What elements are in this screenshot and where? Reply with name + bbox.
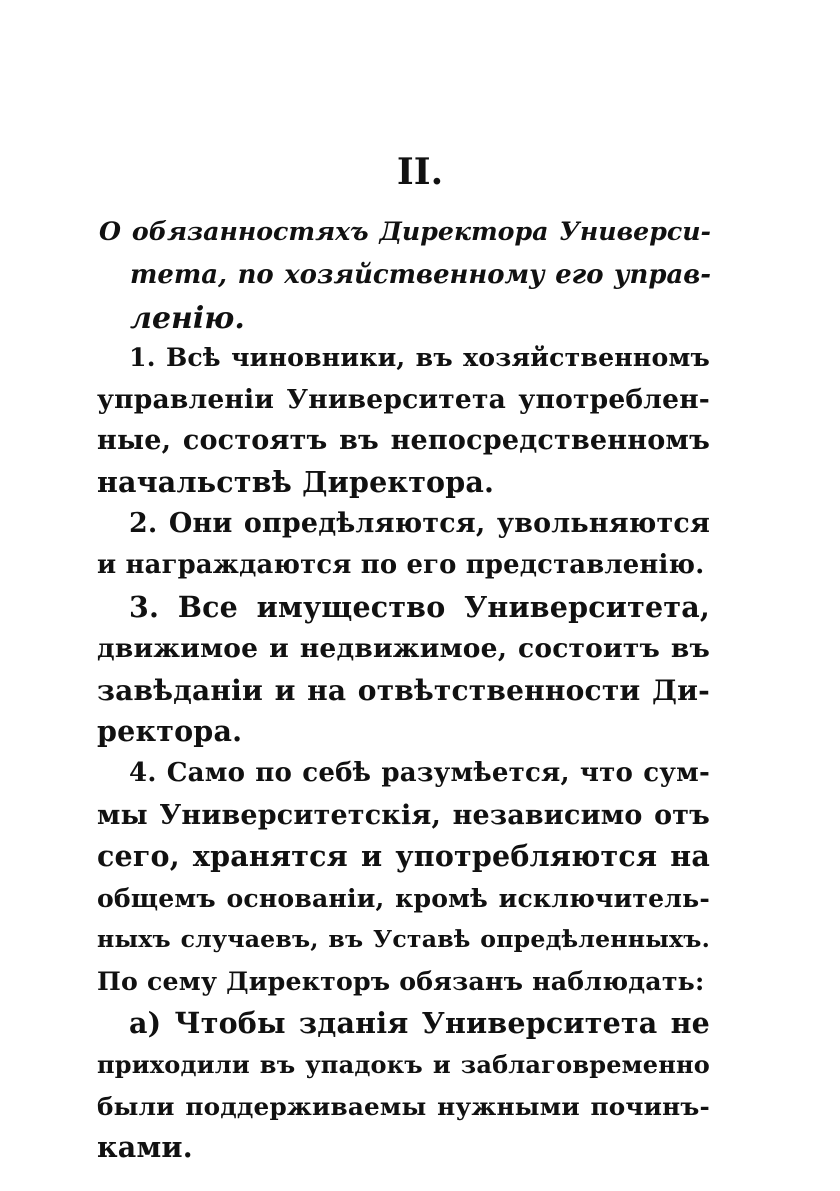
paragraph-1-line: начальствѣ Директора. <box>97 464 495 499</box>
paragraph-4-line: 4. Само по себѣ разумѣется, что сум- <box>129 757 710 788</box>
paragraph-4-line: мы Университетскiя, независимо отъ <box>97 799 710 831</box>
paragraph-3-line: движимое и недвижимое, состоитъ въ <box>97 633 710 665</box>
paragraph-a-line: приходили въ упадокъ и заблаговременно <box>97 1050 710 1080</box>
paragraph-4-line: ныхъ случаевъ, въ Уставѣ опредѣленныхъ. <box>97 925 710 954</box>
paragraph-4-line: По сему Директоръ обязанъ наблюдать: <box>97 965 705 996</box>
paragraph-a-line: а) Чтобы зданiя Университета не <box>129 1005 710 1040</box>
paragraph-a-line: ками. <box>97 1130 193 1165</box>
section-number: II. <box>396 151 444 193</box>
paragraph-2-line: 2. Они опредѣляются, увольняются <box>129 508 710 540</box>
body-text <box>97 337 710 1169</box>
heading-line: тета, по хозяйственному его управ- <box>130 260 711 290</box>
paragraph-4-line: общемъ основанiи, кромѣ исключитель- <box>97 882 710 913</box>
paragraph-1-line: 1. Всѣ чиновники, въ хозяйственномъ <box>129 342 710 372</box>
paragraph-3-line: ректора. <box>97 714 243 749</box>
paragraph-a-line: были поддерживаемы нужными починъ- <box>97 1091 710 1121</box>
paragraph-1-line: управленiи Университета употреблен- <box>97 383 710 415</box>
paragraph-2-line: и награждаются по его представленiю. <box>97 549 705 580</box>
paragraph-4-line: сего, хранятся и употребляются на <box>97 839 710 874</box>
paragraph-3-line: 3. Все имущество Университета, <box>129 589 710 624</box>
section-heading <box>99 209 711 341</box>
heading-line: ленiю. <box>130 301 245 336</box>
paragraph-1-line: ные, состоятъ въ непосредственномъ <box>97 425 710 457</box>
paragraph-3-line: завѣданiи и на отвѣтственности Ди- <box>97 673 710 707</box>
heading-line: О обязанностяхъ Директора Универси- <box>99 216 711 246</box>
